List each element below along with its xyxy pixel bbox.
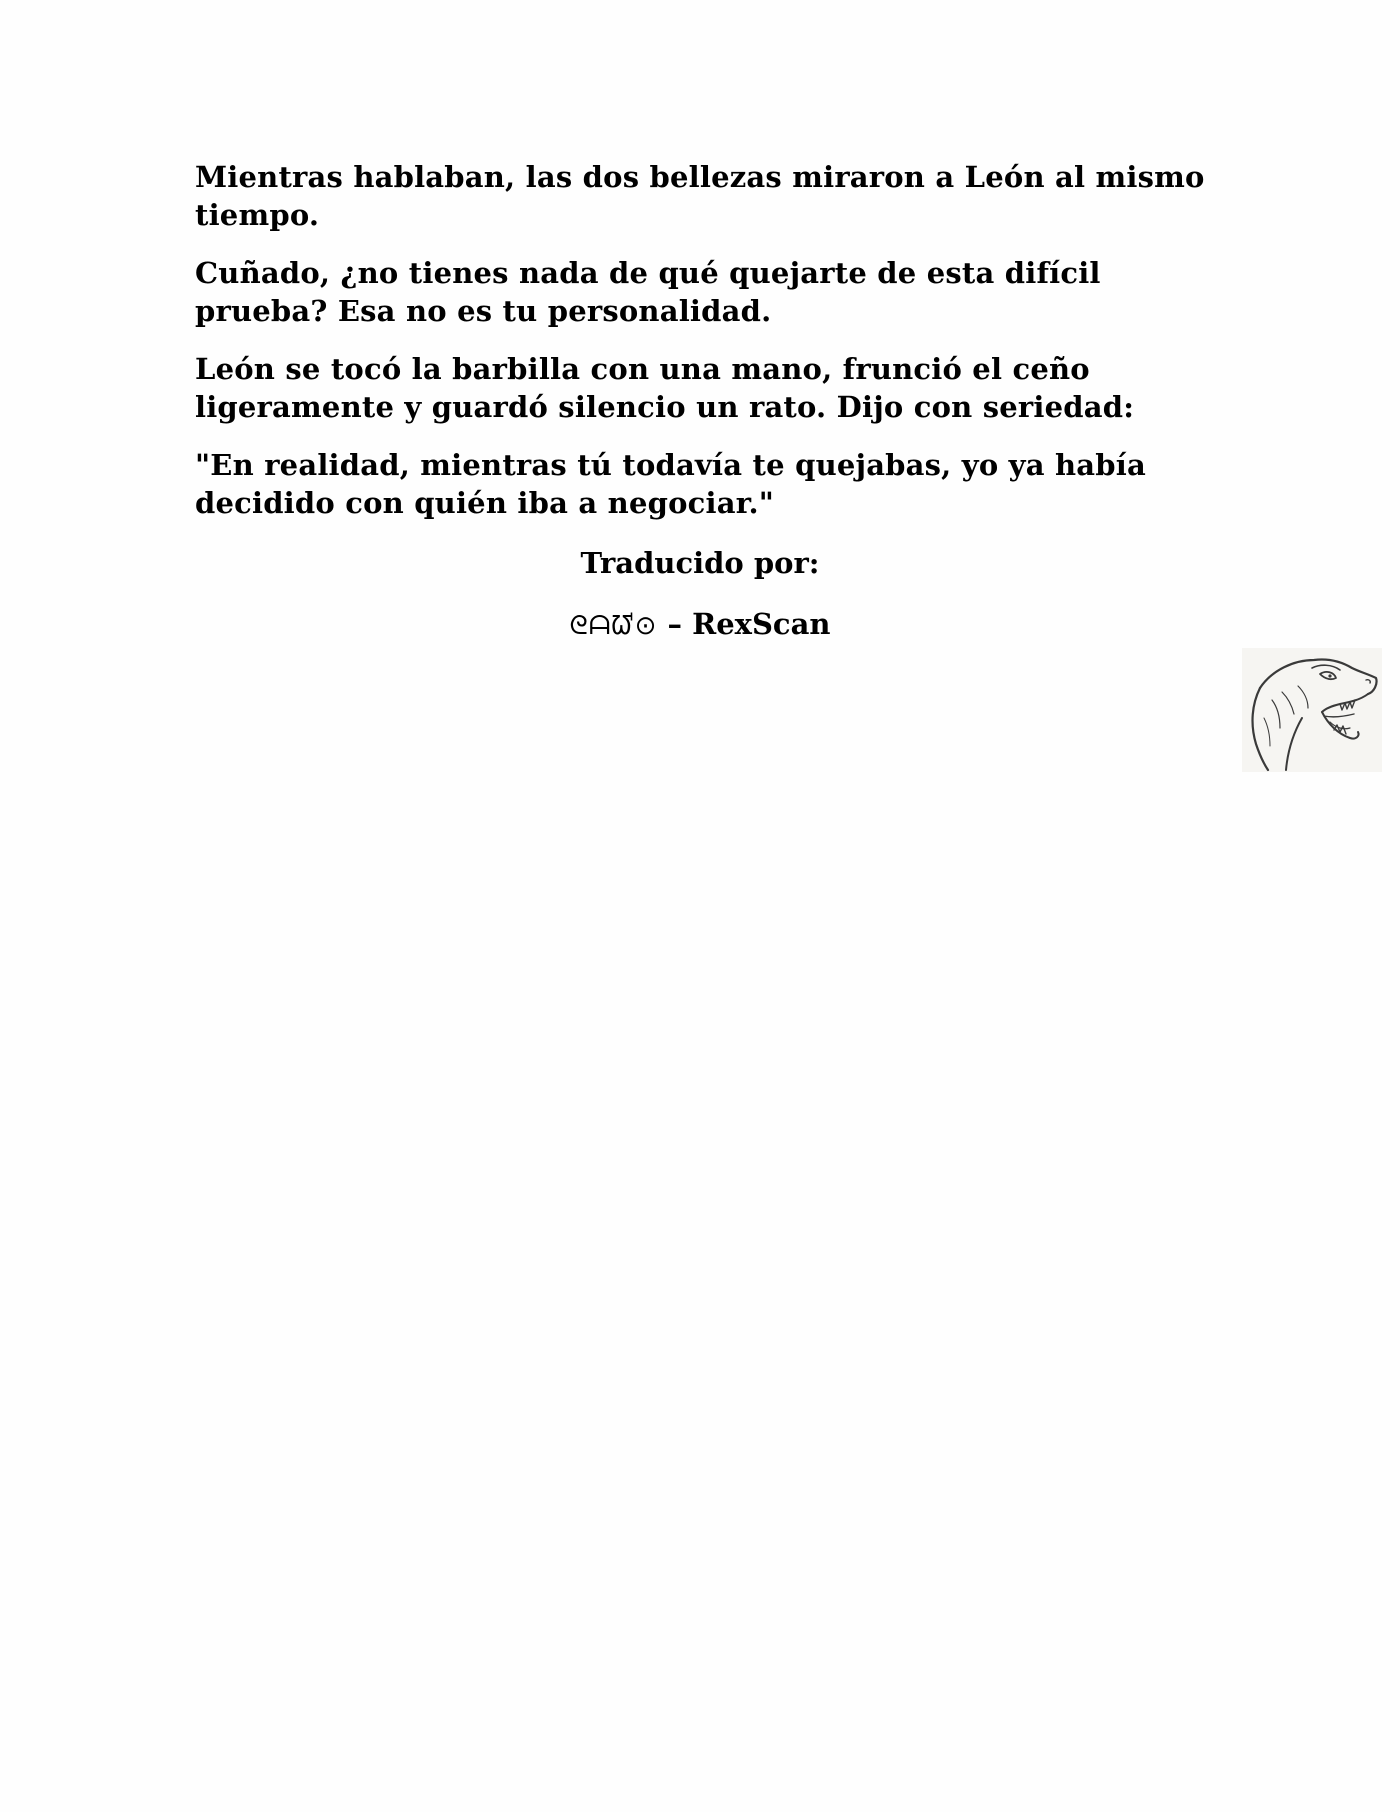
paragraph-1: Mientras hablaban, las dos bellezas miraron a León al mismo tiempo. <box>195 160 1205 232</box>
dinosaur-head-sketch-icon <box>1242 648 1382 772</box>
paragraph-2: Cuñado, ¿no tienes nada de qué quejarte de esta difícil prueba? Esa no es tu personalidad. <box>195 256 1101 328</box>
credits-line <box>0 605 1400 645</box>
credits-heading: Traducido por: <box>580 546 820 580</box>
paragraph-4: "En realidad, mientras tú todavía te quejabas, yo ya había decidido con quién iba a negociar." <box>195 448 1146 520</box>
credits-separator: – <box>657 607 693 641</box>
translator-symbols: ᘓᗩᘺ⊙ <box>569 611 658 641</box>
paragraph-3: León se tocó la barbilla con una mano, frunció el ceño ligeramente y guardó silencio un rato. Dijo con seriedad: <box>195 352 1135 424</box>
body-text <box>195 158 1205 542</box>
group-name: RexScan <box>692 607 831 641</box>
